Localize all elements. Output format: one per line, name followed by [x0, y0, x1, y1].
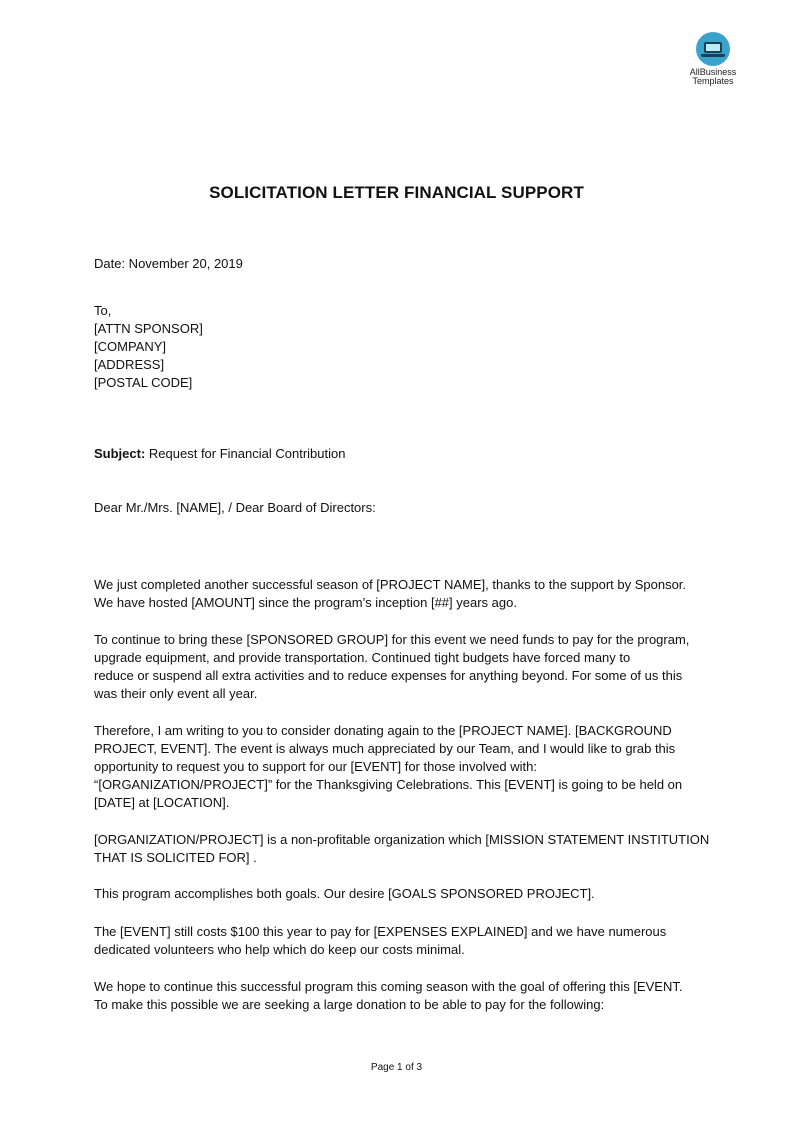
subject-line: [94, 445, 345, 463]
recipient-to: To,: [94, 303, 112, 318]
paragraph-4: [94, 831, 709, 867]
paragraph-line: To continue to bring these [SPONSORED GROUP] for this event we need funds to pay for the program,: [94, 632, 690, 647]
paragraph-6: [94, 923, 666, 959]
laptop-icon: [696, 32, 730, 66]
paragraph-7: [94, 978, 682, 1014]
paragraph-line: “[ORGANIZATION/PROJECT]” for the Thanksgiving Celebrations. This [EVENT] is going to be held on: [94, 777, 683, 792]
paragraph-line: Therefore, I am writing to you to consider donating again to the [PROJECT NAME]. [BACKGROUND: [94, 723, 672, 738]
subject-label: Subject:: [94, 446, 146, 461]
allbusiness-logo: [682, 32, 744, 86]
paragraph-3: [94, 722, 682, 812]
paragraph-line: [ORGANIZATION/PROJECT] is a non-profitable organization which [MISSION STATEMENT INSTITUTION: [94, 832, 710, 847]
paragraph-line: To make this possible we are seeking a large donation to be able to pay for the following:: [94, 997, 605, 1012]
paragraph-line: We have hosted [AMOUNT] since the program’s inception [##] years ago.: [94, 595, 517, 610]
paragraph-line: upgrade equipment, and provide transportation. Continued tight budgets have forced many to: [94, 650, 631, 665]
paragraph-line: dedicated volunteers who help which do keep our costs minimal.: [94, 942, 465, 957]
recipient-line: [COMPANY]: [94, 339, 166, 354]
recipient-line: [POSTAL CODE]: [94, 375, 193, 390]
paragraph-line: We just completed another successful season of [PROJECT NAME], thanks to the support by Sponsor.: [94, 577, 687, 592]
paragraph-line: opportunity to request you to support for our [EVENT] for those involved with:: [94, 759, 537, 774]
logo-text-line1: AllBusiness: [689, 67, 737, 77]
page-number: Page 1 of 3: [370, 1062, 423, 1073]
paragraph-5: [94, 885, 595, 903]
paragraph-line: This program accomplishes both goals. Our desire [GOALS SPONSORED PROJECT].: [94, 886, 595, 901]
paragraph-line: The [EVENT] still costs $100 this year to pay for [EXPENSES EXPLAINED] and we have numerous: [94, 924, 667, 939]
date-line: Date: November 20, 2019: [94, 256, 243, 271]
recipient-block: [94, 302, 203, 392]
logo-text-line2: Templates: [692, 76, 734, 86]
paragraph-line: PROJECT, EVENT]. The event is always much appreciated by our Team, and I would like to grab this: [94, 741, 676, 756]
paragraph-line: [DATE] at [LOCATION].: [94, 795, 230, 810]
document-title: SOLICITATION LETTER FINANCIAL SUPPORT: [209, 183, 584, 202]
paragraph-2: [94, 631, 689, 703]
paragraph-1: [94, 576, 686, 612]
recipient-line: [ADDRESS]: [94, 357, 165, 372]
paragraph-line: We hope to continue this successful program this coming season with the goal of offering this [EVENT.: [94, 979, 683, 994]
subject-text: Request for Financial Contribution: [145, 446, 346, 461]
salutation: Dear Mr./Mrs. [NAME], / Dear Board of Directors:: [94, 500, 376, 515]
recipient-line: [ATTN SPONSOR]: [94, 321, 203, 336]
paragraph-line: reduce or suspend all extra activities and to reduce expenses for anything beyond. For some of us this: [94, 668, 683, 683]
paragraph-line: THAT IS SOLICITED FOR] .: [94, 850, 257, 865]
paragraph-line: was their only event all year.: [94, 686, 258, 701]
